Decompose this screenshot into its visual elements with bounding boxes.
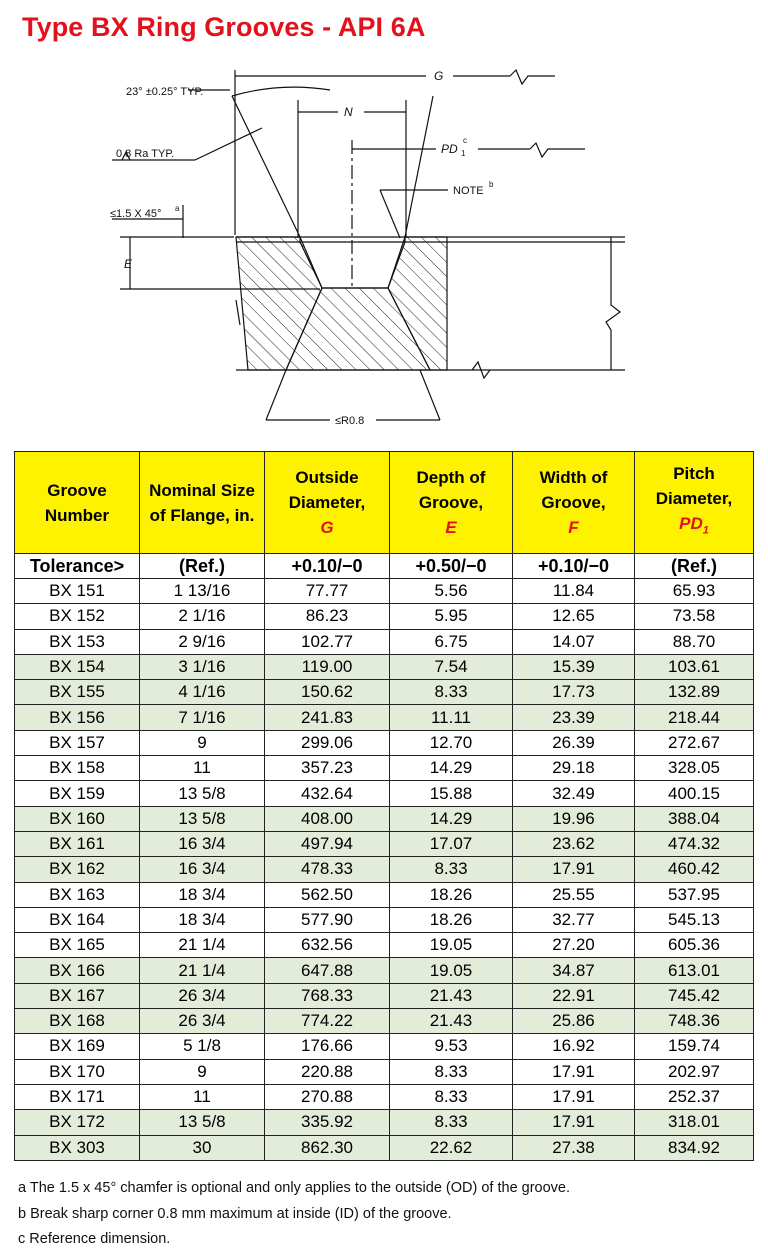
table-row	[15, 781, 754, 806]
table-cell: 12.70	[390, 730, 513, 755]
tolerance-row	[15, 554, 754, 579]
table-cell: BX 167	[15, 983, 140, 1008]
table-cell: 328.05	[635, 756, 754, 781]
table-cell: 8.33	[390, 857, 513, 882]
table-cell: 30	[140, 1135, 265, 1160]
table-cell: 8.33	[390, 1084, 513, 1109]
table-cell: 23.62	[513, 831, 635, 856]
table-row	[15, 933, 754, 958]
table-cell: 19.05	[390, 958, 513, 983]
table-cell: BX 162	[15, 857, 140, 882]
table-cell: 5 1/8	[140, 1034, 265, 1059]
table-cell: 11.84	[513, 579, 635, 604]
table-cell: 14.07	[513, 629, 635, 654]
table-cell: 562.50	[265, 882, 390, 907]
footnote-c: c Reference dimension.	[18, 1231, 171, 1247]
table-cell: 11.11	[390, 705, 513, 730]
table-cell: 18.26	[390, 907, 513, 932]
table-cell: 13 5/8	[140, 806, 265, 831]
bx-groove-table	[14, 451, 754, 1161]
table-cell: 25.86	[513, 1009, 635, 1034]
table-row	[15, 705, 754, 730]
table-cell: 21.43	[390, 983, 513, 1008]
table-row	[15, 857, 754, 882]
label-pd-sub: 1	[461, 149, 466, 158]
table-cell: 7.54	[390, 654, 513, 679]
table-cell: BX 168	[15, 1009, 140, 1034]
table-cell: 21 1/4	[140, 958, 265, 983]
table-cell: 16 3/4	[140, 857, 265, 882]
table-cell: 13 5/8	[140, 781, 265, 806]
groove-cross-section-drawing	[0, 0, 768, 450]
table-cell: 545.13	[635, 907, 754, 932]
table-cell: 150.62	[265, 680, 390, 705]
table-cell: BX 172	[15, 1110, 140, 1135]
table-cell: 252.37	[635, 1084, 754, 1109]
label-g: G	[434, 69, 444, 83]
table-cell: 27.38	[513, 1135, 635, 1160]
table-cell: BX 158	[15, 756, 140, 781]
tolerance-cell: (Ref.)	[635, 554, 754, 579]
table-cell: 202.97	[635, 1059, 754, 1084]
table-row	[15, 1059, 754, 1084]
table-cell: 86.23	[265, 604, 390, 629]
table-row	[15, 1135, 754, 1160]
table-header-row	[15, 452, 754, 554]
table-cell: 26.39	[513, 730, 635, 755]
table-cell: BX 303	[15, 1135, 140, 1160]
table-cell: 299.06	[265, 730, 390, 755]
table-cell: 577.90	[265, 907, 390, 932]
table-cell: BX 154	[15, 654, 140, 679]
table-cell: 32.49	[513, 781, 635, 806]
table-cell: 220.88	[265, 1059, 390, 1084]
table-cell: 862.30	[265, 1135, 390, 1160]
table-cell: 17.73	[513, 680, 635, 705]
table-row	[15, 756, 754, 781]
table-cell: 8.33	[390, 680, 513, 705]
table-cell: 18.26	[390, 882, 513, 907]
table-cell: 9	[140, 730, 265, 755]
table-cell: 613.01	[635, 958, 754, 983]
table-cell: 774.22	[265, 1009, 390, 1034]
table-cell: 632.56	[265, 933, 390, 958]
table-cell: 119.00	[265, 654, 390, 679]
table-cell: BX 161	[15, 831, 140, 856]
table-cell: 12.65	[513, 604, 635, 629]
table-cell: 102.77	[265, 629, 390, 654]
table-cell: 17.91	[513, 857, 635, 882]
table-cell: 65.93	[635, 579, 754, 604]
table-cell: 9.53	[390, 1034, 513, 1059]
table-cell: 768.33	[265, 983, 390, 1008]
footnote-a: a The 1.5 x 45° chamfer is optional and only applies to the outside (OD) of the groove.	[18, 1180, 571, 1196]
table-cell: 73.58	[635, 604, 754, 629]
table-cell: 647.88	[265, 958, 390, 983]
table-cell: 23.39	[513, 705, 635, 730]
table-row	[15, 983, 754, 1008]
table-cell: 408.00	[265, 806, 390, 831]
table-cell: 11	[140, 756, 265, 781]
table-cell: 460.42	[635, 857, 754, 882]
tolerance-cell: Tolerance>	[15, 554, 140, 579]
table-cell: 13 5/8	[140, 1110, 265, 1135]
table-cell: 21 1/4	[140, 933, 265, 958]
header-width: Width of Groove, F	[513, 452, 635, 554]
table-cell: 19.05	[390, 933, 513, 958]
table-cell: BX 155	[15, 680, 140, 705]
table-row	[15, 654, 754, 679]
table-cell: BX 151	[15, 579, 140, 604]
table-cell: BX 170	[15, 1059, 140, 1084]
table-row	[15, 907, 754, 932]
label-roughness: 0.8 Ra TYP.	[116, 148, 175, 160]
table-cell: 474.32	[635, 831, 754, 856]
table-cell: 3 1/16	[140, 654, 265, 679]
table-cell: BX 171	[15, 1084, 140, 1109]
label-radius: ≤R0.8	[335, 415, 365, 427]
header-depth: Depth of Groove, E	[390, 452, 513, 554]
table-cell: 748.36	[635, 1009, 754, 1034]
table-cell: 29.18	[513, 756, 635, 781]
table-cell: BX 164	[15, 907, 140, 932]
table-row	[15, 1009, 754, 1034]
table-cell: 605.36	[635, 933, 754, 958]
table-cell: 537.95	[635, 882, 754, 907]
table-row	[15, 806, 754, 831]
table-cell: 88.70	[635, 629, 754, 654]
table-cell: 14.29	[390, 756, 513, 781]
table-cell: 270.88	[265, 1084, 390, 1109]
table-cell: 159.74	[635, 1034, 754, 1059]
table-cell: 5.56	[390, 579, 513, 604]
table-cell: 103.61	[635, 654, 754, 679]
table-cell: 17.91	[513, 1084, 635, 1109]
table-cell: BX 169	[15, 1034, 140, 1059]
table-cell: 176.66	[265, 1034, 390, 1059]
table-cell: 8.33	[390, 1059, 513, 1084]
table-cell: 5.95	[390, 604, 513, 629]
label-note: NOTE	[453, 185, 484, 197]
table-row	[15, 1084, 754, 1109]
table-row	[15, 680, 754, 705]
table-cell: BX 157	[15, 730, 140, 755]
header-nominal-size: Nominal Size of Flange, in.	[140, 452, 265, 554]
table-row	[15, 604, 754, 629]
label-angle: 23° ±0.25° TYP.	[126, 86, 204, 98]
table-cell: 18 3/4	[140, 907, 265, 932]
table-cell: 16.92	[513, 1034, 635, 1059]
table-cell: 2 9/16	[140, 629, 265, 654]
table-row	[15, 958, 754, 983]
table-cell: BX 166	[15, 958, 140, 983]
table-cell: 25.55	[513, 882, 635, 907]
tolerance-cell: (Ref.)	[140, 554, 265, 579]
table-cell: BX 156	[15, 705, 140, 730]
table-cell: 834.92	[635, 1135, 754, 1160]
table-cell: 26 3/4	[140, 983, 265, 1008]
table-cell: 77.77	[265, 579, 390, 604]
table-cell: 218.44	[635, 705, 754, 730]
table-cell: 357.23	[265, 756, 390, 781]
table-cell: 11	[140, 1084, 265, 1109]
table-cell: 27.20	[513, 933, 635, 958]
table-cell: 8.33	[390, 1110, 513, 1135]
table-cell: 318.01	[635, 1110, 754, 1135]
table-cell: 15.39	[513, 654, 635, 679]
table-cell: 432.64	[265, 781, 390, 806]
table-cell: BX 160	[15, 806, 140, 831]
table-cell: 22.62	[390, 1135, 513, 1160]
table-row	[15, 1110, 754, 1135]
footnotes	[18, 1176, 570, 1253]
table-row	[15, 579, 754, 604]
header-groove-number: Groove Number	[15, 452, 140, 554]
table-cell: 1 13/16	[140, 579, 265, 604]
table-cell: 2 1/16	[140, 604, 265, 629]
footnote-b: b Break sharp corner 0.8 mm maximum at inside (ID) of the groove.	[18, 1205, 452, 1222]
table-cell: BX 153	[15, 629, 140, 654]
table-row	[15, 730, 754, 755]
table-cell: 132.89	[635, 680, 754, 705]
table-cell: 26 3/4	[140, 1009, 265, 1034]
label-chamfer: ≤1.5 X 45°	[110, 208, 162, 220]
table-cell: 478.33	[265, 857, 390, 882]
header-outside-diameter: Outside Diameter, G	[265, 452, 390, 554]
tolerance-cell: +0.10/−0	[265, 554, 390, 579]
table-cell: 17.07	[390, 831, 513, 856]
table-cell: BX 163	[15, 882, 140, 907]
table-cell: 15.88	[390, 781, 513, 806]
label-chamfer-sup: a	[175, 204, 180, 213]
table-cell: 18 3/4	[140, 882, 265, 907]
table-cell: 745.42	[635, 983, 754, 1008]
table-cell: 22.91	[513, 983, 635, 1008]
table-row	[15, 1034, 754, 1059]
page-title: Type BX Ring Grooves - API 6A	[22, 12, 426, 42]
table-cell: 17.91	[513, 1110, 635, 1135]
table-cell: 19.96	[513, 806, 635, 831]
tolerance-cell: +0.50/−0	[390, 554, 513, 579]
table-cell: 32.77	[513, 907, 635, 932]
table-cell: BX 159	[15, 781, 140, 806]
header-pitch-diameter: Pitch Diameter, $PD_1$	[635, 452, 754, 554]
table-row	[15, 882, 754, 907]
table-cell: 335.92	[265, 1110, 390, 1135]
table-cell: 6.75	[390, 629, 513, 654]
table-cell: BX 152	[15, 604, 140, 629]
tolerance-cell: +0.10/−0	[513, 554, 635, 579]
table-cell: BX 165	[15, 933, 140, 958]
table-cell: 14.29	[390, 806, 513, 831]
table-cell: 16 3/4	[140, 831, 265, 856]
label-pd: PD	[441, 142, 458, 156]
table-row	[15, 629, 754, 654]
table-cell: 9	[140, 1059, 265, 1084]
label-note-sup: b	[489, 180, 494, 189]
table-cell: 497.94	[265, 831, 390, 856]
label-e: E	[124, 257, 133, 271]
table-cell: 4 1/16	[140, 680, 265, 705]
label-pd-sup: c	[463, 136, 467, 145]
table-cell: 400.15	[635, 781, 754, 806]
table-row	[15, 831, 754, 856]
table-cell: 7 1/16	[140, 705, 265, 730]
table-cell: 241.83	[265, 705, 390, 730]
table-cell: 272.67	[635, 730, 754, 755]
table-cell: 21.43	[390, 1009, 513, 1034]
table-cell: 34.87	[513, 958, 635, 983]
table-cell: 17.91	[513, 1059, 635, 1084]
label-n: N	[344, 105, 353, 119]
table-cell: 388.04	[635, 806, 754, 831]
